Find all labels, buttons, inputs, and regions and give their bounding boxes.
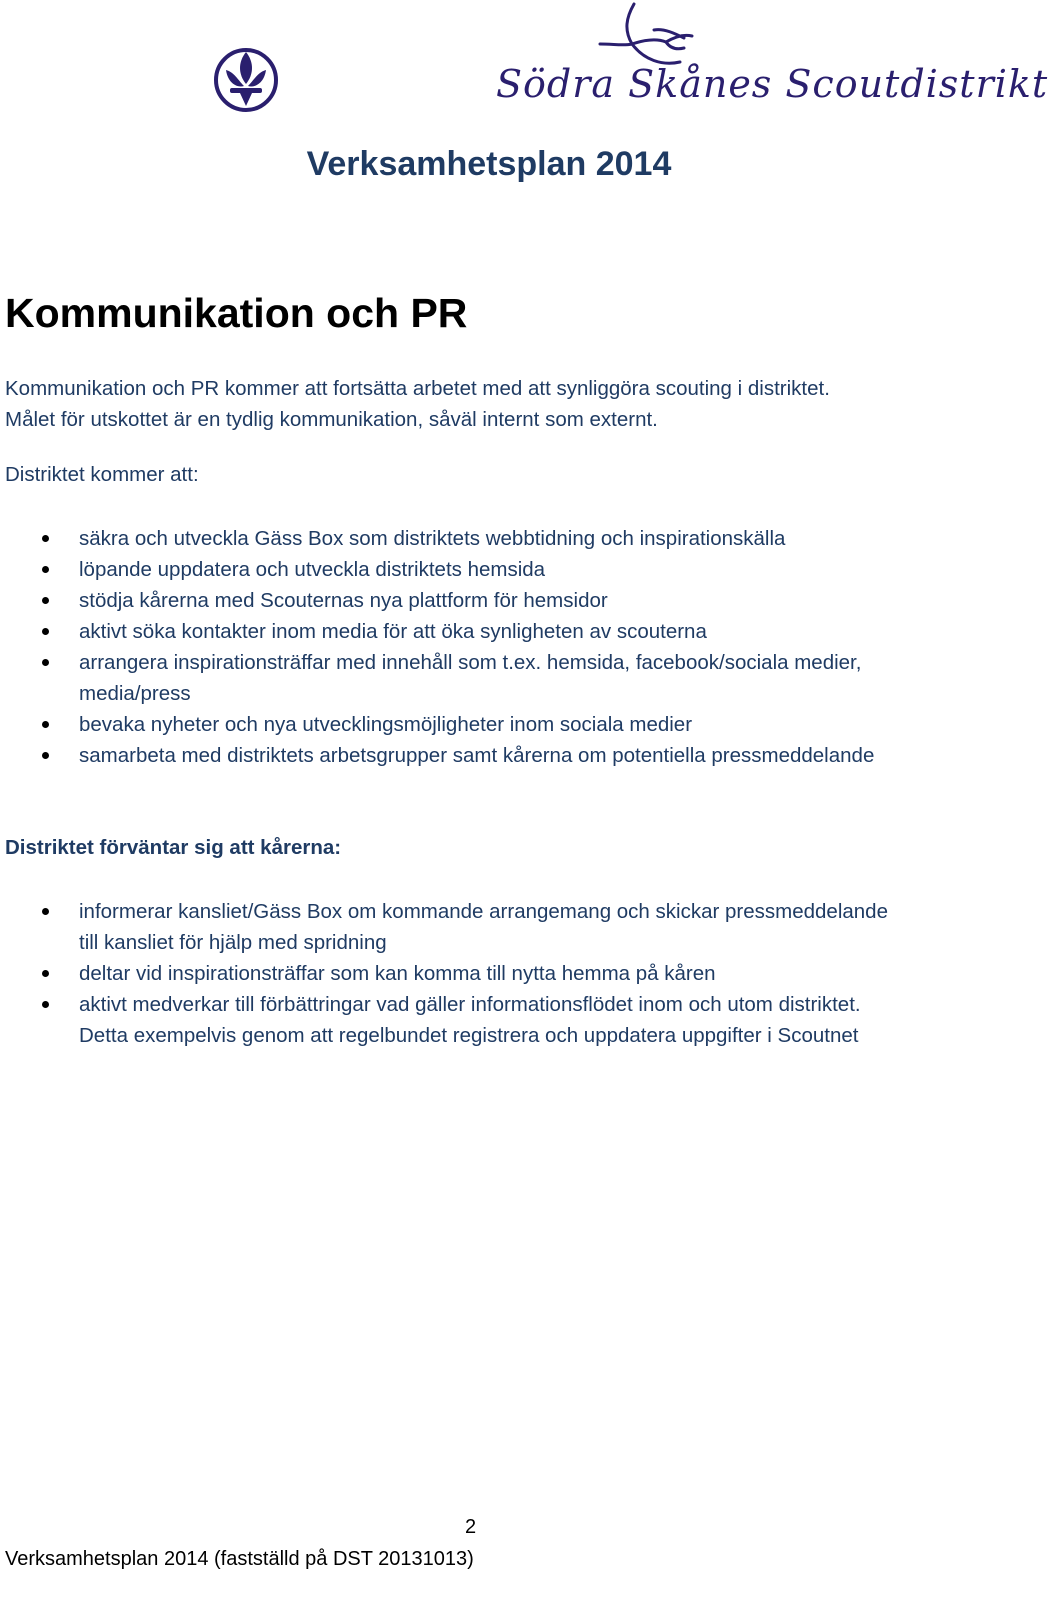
list-item-text: aktivt söka kontakter inom media för att öka synligheten av scouterna — [79, 620, 707, 643]
footer-text: Verksamhetsplan 2014 (fastställd på DST 20131013) — [5, 1548, 474, 1570]
bullet-icon — [42, 1001, 49, 1008]
intro-paragraph — [5, 373, 935, 435]
goose-icon — [600, 4, 692, 63]
logo-wordmark: Södra Skånes Scoutdistrikt — [496, 62, 1048, 106]
list-item-text: informerar kansliet/Gäss Box om kommande arrangemang och skickar pressmeddelande till kansliet för hjälp med spridning — [79, 900, 888, 954]
list-item — [0, 616, 900, 647]
intro-line: Kommunikation och PR kommer att fortsätta arbetet med att synliggöra scouting i distriktet. — [5, 377, 830, 400]
bullet-icon — [42, 566, 49, 573]
district-logo — [214, 0, 1048, 122]
bullet-icon — [42, 628, 49, 635]
page-number: 2 — [465, 1516, 477, 1538]
list-item — [0, 958, 900, 989]
list-item — [0, 989, 900, 1051]
list-item — [0, 647, 900, 709]
bullet-icon — [42, 659, 49, 666]
section-heading: Kommunikation och PR — [5, 290, 468, 336]
district-will-list — [0, 523, 900, 771]
bullet-icon — [42, 752, 49, 759]
district-expects-list — [0, 896, 900, 1051]
bullet-icon — [42, 908, 49, 915]
list-item-text: arrangera inspirationsträffar med innehåll som t.ex. hemsida, facebook/sociala medier, media/press — [79, 651, 862, 705]
list-item-text: samarbeta med distriktets arbetsgrupper samt kårerna om potentiella pressmeddelande — [79, 744, 875, 767]
list-item — [0, 896, 900, 958]
intro-line: Målet för utskottet är en tydlig kommunikation, såväl internt som externt. — [5, 408, 658, 431]
list-item — [0, 740, 900, 771]
bullet-icon — [42, 535, 49, 542]
document-title: Verksamhetsplan 2014 — [306, 145, 672, 183]
bullet-icon — [42, 970, 49, 977]
list-item — [0, 585, 900, 616]
district-will-heading: Distriktet kommer att: — [5, 463, 199, 486]
bullet-icon — [42, 597, 49, 604]
list-item-text: deltar vid inspirationsträffar som kan komma till nytta hemma på kåren — [79, 962, 716, 985]
district-expects-heading: Distriktet förväntar sig att kårerna: — [5, 836, 342, 859]
list-item-text: aktivt medverkar till förbättringar vad gäller informationsflödet inom och utom distriktet. Detta exempelvis genom att regelbundet registrera och uppdatera uppgifter i Scoutnet — [79, 993, 861, 1047]
list-item — [0, 554, 900, 585]
list-item-text: stödja kårerna med Scouternas nya plattform för hemsidor — [79, 589, 608, 612]
fleur-de-lis-icon — [216, 50, 276, 110]
list-item — [0, 709, 900, 740]
list-item-text: säkra och utveckla Gäss Box som distriktets webbtidning och inspirationskälla — [79, 527, 786, 550]
list-item-text: bevaka nyheter och nya utvecklingsmöjligheter inom sociala medier — [79, 713, 693, 736]
bullet-icon — [42, 721, 49, 728]
list-item — [0, 523, 900, 554]
list-item-text: löpande uppdatera och utveckla distriktets hemsida — [79, 558, 546, 581]
